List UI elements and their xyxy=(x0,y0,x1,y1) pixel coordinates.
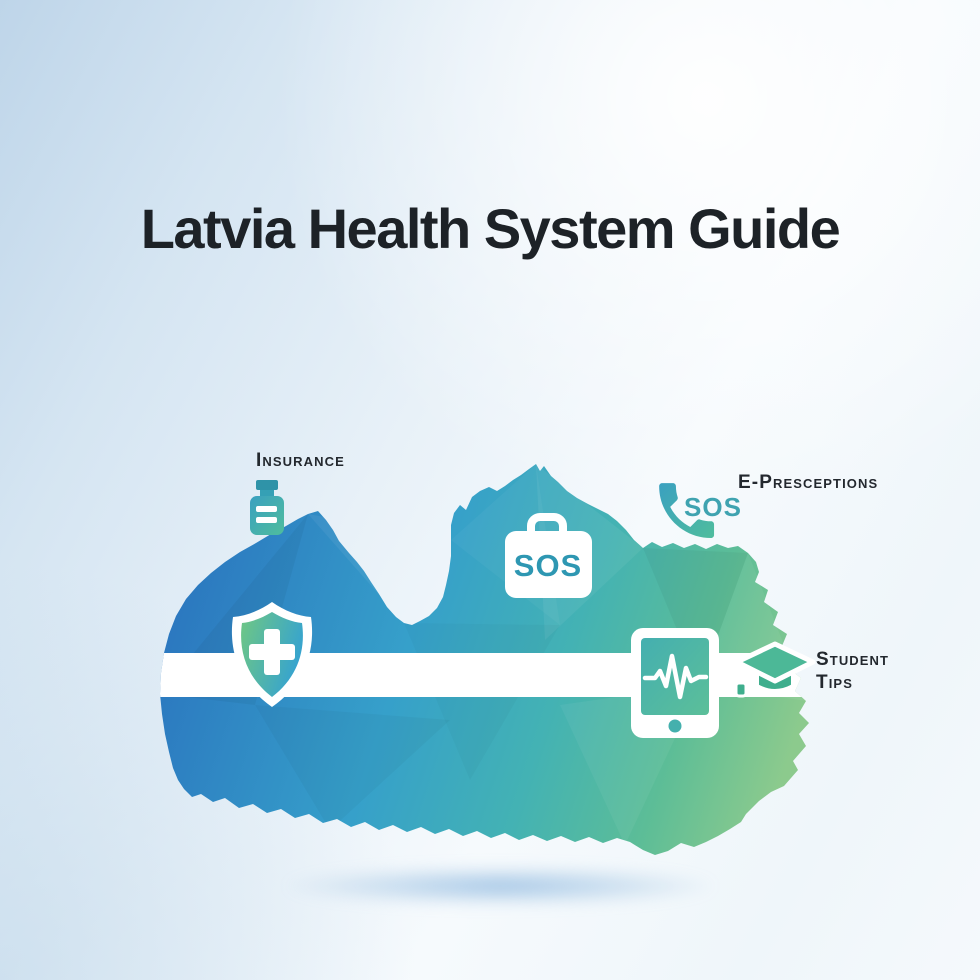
e-prescriptions-label: E-Presceptions xyxy=(738,472,879,493)
student-tips-line2: Tips xyxy=(816,672,853,693)
tablet-ecg-icon xyxy=(631,628,719,738)
medicine-bottle-icon xyxy=(250,480,284,535)
phone-handset-icon xyxy=(659,483,742,538)
sos-case-text: SOS xyxy=(513,548,583,583)
page-title: Latvia Health System Guide xyxy=(140,197,840,260)
student-tips-label xyxy=(816,648,889,694)
student-tips-line1: Student xyxy=(816,649,890,670)
phone-sos-text: SOS xyxy=(684,492,742,522)
insurance-label: Insurance xyxy=(256,450,345,471)
